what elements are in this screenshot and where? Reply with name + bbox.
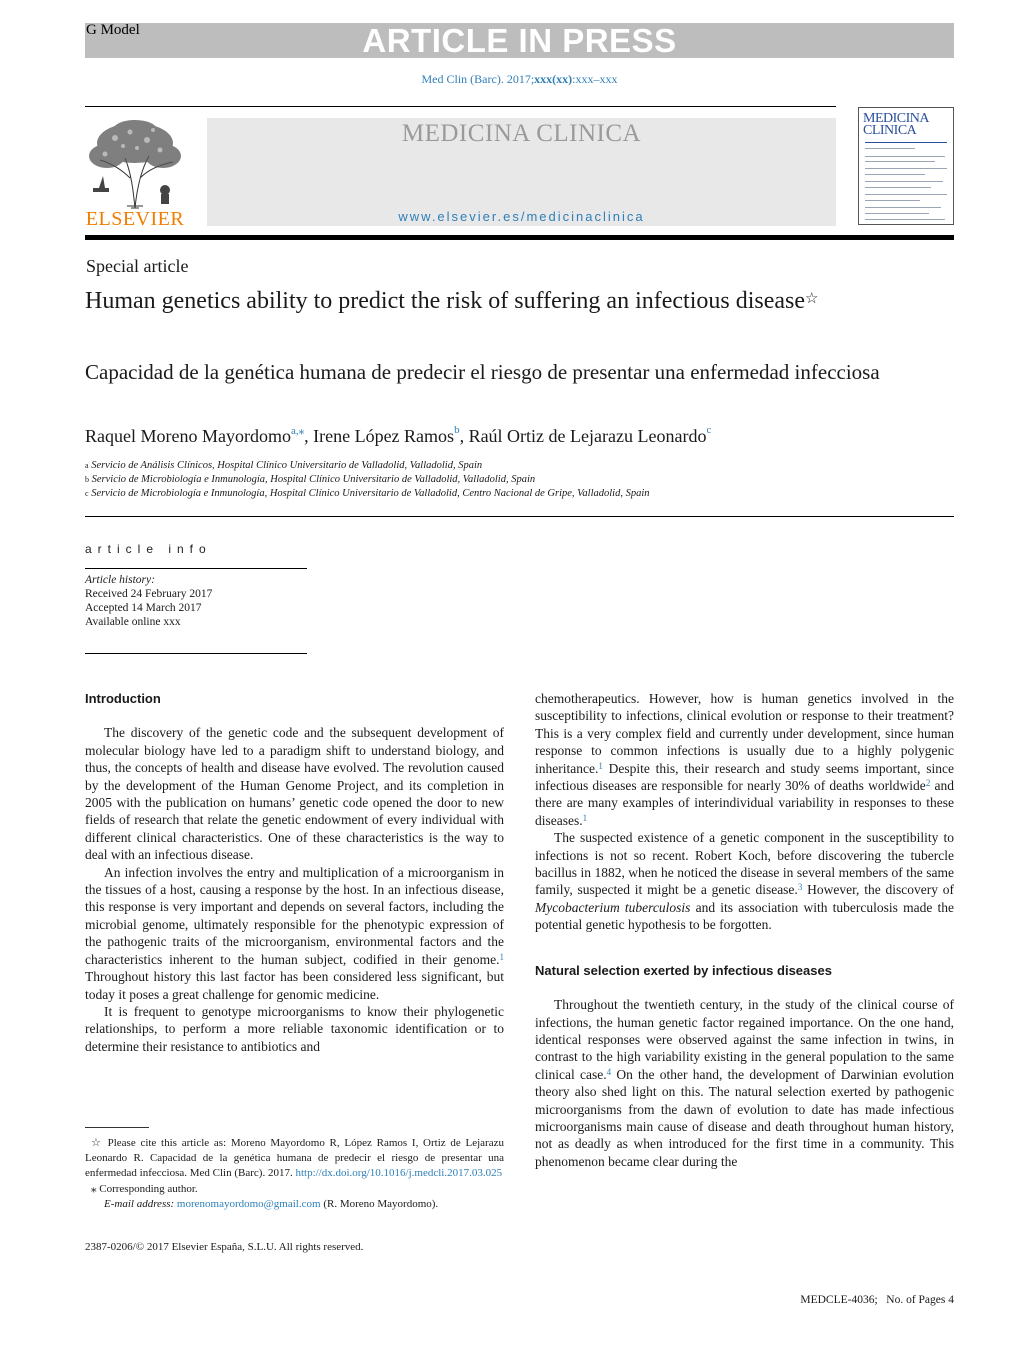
corresponding-author-label: Corresponding author. (96, 1183, 198, 1195)
paragraph-text: and there are many examples of interindividual variability in responses to these diseases. (535, 778, 954, 828)
reference-link[interactable]: 4 (606, 1066, 612, 1077)
article-code: MEDCLE-4036; (800, 1294, 878, 1306)
citation-footnote-text: Please cite this article as: Moreno Mayordomo R, López Ramos I, Ortiz de Lejarazu Leonardo R. Capacidad de la genética humana de predecir el riesgo de presentar una enfermedad infecciosa. Med Clin (Barc). 2017. (85, 1137, 504, 1179)
author-affiliation-ref[interactable]: a,⁎ (290, 425, 305, 437)
affiliation-text: Servicio de Microbiología e Inmunología, Hospital Clínico Universitario de Valladolid, Valladolid, Spain (91, 474, 536, 485)
reference-link[interactable]: 1 (598, 760, 603, 771)
affiliation-key: c (85, 489, 89, 498)
footnote-asterisk: ⁎ (91, 1183, 97, 1195)
email-link[interactable]: morenomayordomo@gmail.com (176, 1198, 321, 1210)
author-name[interactable]: Irene López Ramos (313, 426, 455, 446)
cover-text-line (865, 194, 947, 195)
paragraph: It is frequent to genotype microorganisms to know their phylogenetic relationships, to perform a more reliable taxonomic identification or to determine their resistance to antibiotics and (85, 1003, 504, 1054)
page-footer (700, 1294, 954, 1306)
cover-title-line-1: MEDICINA (863, 111, 929, 126)
header-rule (85, 106, 836, 107)
paragraph (535, 829, 954, 933)
paragraph-text: However, the discovery of (802, 882, 954, 898)
affiliation-key: b (85, 475, 89, 484)
paragraph-text: Throughout the twentieth century, in the study of the clinical course of infections, the human genetic factor regained importance. On the one hand, identical responses were observed against the same infection in twins, in contrast to the high variability existing in the general population to the same clinical case. (535, 997, 954, 1082)
paragraph-text: chemotherapeutics. However, how is human genetics involved in the susceptibility to infections, clinical evolution or response to their treatment? This is a very complex field and currently under development, since human response to common infections is usually due to a highly polygenic inheritance. (535, 691, 954, 776)
author-name[interactable]: Raquel Moreno Mayordomo (85, 426, 291, 446)
paragraph-text: On the other hand, the development of Darwinian evolution theory also shed light on this. The natural selection exerted by pathogenic microorganisms from the dawn of evolution to date has made infectious microorganisms main cause of disease and death throughout human history, not as deadly as when introduced for the first time in a community. This phenomenon became clear during the (535, 1066, 954, 1169)
paragraph-text: An infection involves the entry and multiplication of a microorganism in the tissues of a host, causing a response by the host. In an infectious disease, this response is very important and depends on several factors, including the microbial genome, ultimately responsible for the phenotypic expression of the pathogenic traits of the microorganism, environmental factors and the characteristics inherent to the human subject, codified in their genome. (85, 864, 504, 967)
cover-title-line-2: CLINICA (863, 123, 917, 138)
cover-text-line (865, 168, 947, 169)
email-footnote (85, 1197, 504, 1212)
journal-url-link[interactable]: www.elsevier.es/medicinaclinica (398, 209, 645, 224)
page-count: No. of Pages 4 (886, 1294, 954, 1306)
article-title-en (85, 286, 845, 316)
cover-text-line (865, 156, 945, 157)
citation-footnote (85, 1136, 504, 1181)
footnote-rule (85, 1127, 149, 1128)
journal-name: MEDICINA CLINICA (401, 120, 642, 147)
cover-text-line (865, 174, 925, 175)
cover-text-line (865, 219, 945, 220)
email-suffix: (R. Moreno Mayordomo). (320, 1198, 439, 1210)
paragraph-text: Despite this, their research and study seems important, since infectious diseases are responsible for nearly 30% of deaths worldwide (535, 760, 954, 794)
paragraph: The discovery of the genetic code and the subsequent development of molecular biology have led to a paradigm shift to understand biology, and thus, the concepts of health and disease have evolved. The revolution caused by the development of the Human Genome Project, and its completion in 2005 with the publication on humans’ genetic code opened the door to new fields of research that relate the genetic endowment of every individual with different clinical characteristics. One of these characteristics is the way to deal with an infectious disease. (85, 725, 504, 863)
journal-cover-thumbnail[interactable] (858, 107, 954, 225)
footnotes (85, 1136, 504, 1212)
affiliation-key: a (85, 461, 89, 470)
article-info-bottom-rule (85, 653, 307, 654)
cover-text-line (865, 213, 929, 214)
article-info-rule (85, 568, 307, 569)
footnote-star: ☆ (91, 1137, 103, 1149)
author-name[interactable]: Raúl Ortiz de Lejarazu Leonardo (468, 426, 707, 446)
received-date: Received 24 February 2017 (85, 588, 213, 600)
corresponding-footnote (85, 1182, 504, 1197)
cover-text-line (865, 207, 941, 208)
paragraph-text: Throughout history this last factor has been considered less significant, but today it poses a great challenge for genomic medicine. (85, 969, 504, 1002)
paragraph (535, 996, 954, 1170)
right-column (535, 690, 954, 1170)
cover-text-line (865, 200, 920, 201)
title-footnote-star[interactable]: ☆ (805, 291, 819, 307)
affiliation (85, 459, 954, 473)
elsevier-tree-icon (85, 118, 185, 210)
journal-citation[interactable]: Med Clin (Barc). 2017;xxx(xx):xxx–xxx (421, 72, 618, 86)
reference-link[interactable]: 3 (797, 882, 803, 893)
article-info-heading: article info (85, 542, 212, 556)
paragraph-text: and its association with tuberculosis made the potential genetic hypothesis to be forgotten. (535, 899, 955, 933)
accepted-date: Accepted 14 March 2017 (85, 602, 202, 614)
author-affiliation-ref[interactable]: b (454, 424, 460, 436)
author-separator: , (304, 426, 314, 446)
history-label: Article history: (85, 574, 155, 586)
introduction-heading: Introduction (85, 691, 161, 706)
affiliations-rule (85, 516, 954, 517)
elsevier-wordmark: ELSEVIER (85, 208, 185, 230)
article-history (85, 573, 212, 629)
paragraph (535, 690, 954, 829)
title-en-text: Human genetics ability to predict the risk of suffering an infectious disease (85, 288, 806, 314)
affiliation-text: Servicio de Análisis Clínicos, Hospital Clínico Universitario de Valladolid, Valladolid, Spain (91, 460, 483, 471)
cover-text-line (865, 187, 931, 188)
g-model-label: G Model (86, 22, 140, 38)
email-label: E-mail address: (104, 1198, 175, 1210)
cover-rule (865, 142, 947, 143)
author-separator: , (459, 426, 469, 446)
species-name: Mycobacterium tuberculosis (535, 899, 691, 915)
online-date: Available online xxx (85, 616, 181, 628)
cover-text-line (865, 181, 943, 182)
cover-text-line (865, 161, 935, 162)
reference-link[interactable]: 1 (499, 951, 504, 962)
affiliation (85, 473, 954, 487)
author-list (85, 426, 954, 447)
author-affiliation-ref[interactable]: c (706, 424, 712, 436)
cover-text-line (865, 148, 915, 149)
copyright: 2387-0206/© 2017 Elsevier España, S.L.U. All rights reserved. (85, 1241, 364, 1253)
reference-link[interactable]: 2 (925, 778, 931, 789)
natural-selection-heading: Natural selection exerted by infectious diseases (535, 962, 832, 978)
left-column (85, 690, 504, 1055)
article-title-es: Capacidad de la genética humana de predecir el riesgo de presentar una enfermedad infecciosa (85, 360, 880, 384)
article-type: Special article (86, 256, 189, 276)
paragraph (85, 864, 504, 1003)
affiliation (85, 487, 954, 501)
doi-link[interactable]: http://dx.doi.org/10.1016/j.medcli.2017.03.025 (295, 1167, 503, 1179)
reference-link[interactable]: 1 (582, 812, 588, 823)
affiliation-text: Servicio de Microbiología e Inmunología, Hospital Clínico Universitario de Valladolid, Centro Nacional de Gripe, Valladolid, Spain (91, 488, 650, 499)
paragraph-text: The suspected existence of a genetic component in the susceptibility to infections is not so recent. Robert Koch, before discovering the tubercle bacillus in 1882, when he noticed the disease in several members of the same family, suspected it might be a genetic disease. (535, 830, 954, 898)
cover-title (863, 113, 949, 137)
article-in-press-label: ARTICLE IN PRESS (362, 22, 677, 59)
header-thick-rule (85, 235, 954, 240)
